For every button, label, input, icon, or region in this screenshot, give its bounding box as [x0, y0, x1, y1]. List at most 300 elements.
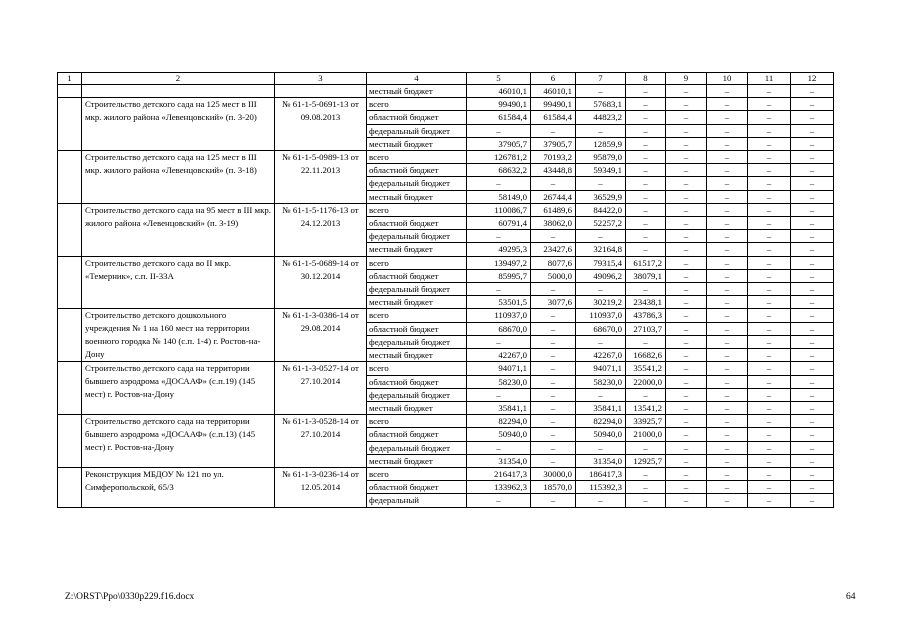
value-cell: 126781,2 — [467, 151, 531, 164]
footer-page-number: 64 — [846, 592, 856, 602]
column-number-cell: 1 — [58, 73, 82, 85]
value-cell: – — [666, 481, 707, 494]
value-cell: 70193,2 — [531, 151, 576, 164]
value-cell: – — [707, 322, 748, 335]
value-cell: 5000,0 — [531, 269, 576, 282]
value-cell: – — [531, 415, 576, 428]
table-row — [58, 85, 834, 98]
value-cell: 186417,3 — [576, 468, 626, 481]
value-cell: – — [707, 402, 748, 415]
value-cell: – — [626, 85, 666, 98]
value-cell: 52257,2 — [576, 217, 626, 230]
value-cell: 30219,2 — [576, 296, 626, 309]
value-cell: – — [707, 388, 748, 401]
value-cell: – — [666, 362, 707, 375]
budget-type-cell: всего — [367, 151, 467, 164]
value-cell: 94071,1 — [467, 362, 531, 375]
column-number-cell: 4 — [367, 73, 467, 85]
value-cell: 115392,3 — [576, 481, 626, 494]
value-cell: 61584,4 — [531, 111, 576, 124]
value-cell: – — [748, 230, 791, 243]
value-cell: 38079,1 — [626, 269, 666, 282]
value-cell: – — [748, 190, 791, 203]
row-index-cell — [58, 309, 82, 362]
value-cell: 94071,1 — [576, 362, 626, 375]
value-cell: – — [791, 256, 834, 269]
budget-type-cell: местный бюджет — [367, 137, 467, 150]
value-cell: – — [531, 441, 576, 454]
value-cell: – — [626, 203, 666, 216]
value-cell: – — [707, 124, 748, 137]
value-cell: – — [666, 441, 707, 454]
value-cell: – — [707, 375, 748, 388]
value-cell: – — [791, 85, 834, 98]
footer-file-path: Z:\ORST\Ppo\0330p229.f16.docx — [65, 592, 195, 602]
value-cell: 30000,0 — [531, 468, 576, 481]
value-cell: – — [791, 388, 834, 401]
value-cell: – — [531, 494, 576, 507]
value-cell: – — [531, 428, 576, 441]
value-cell: – — [748, 177, 791, 190]
project-name-cell: Строительство детского сада на 125 мест в III мкр. жилого района «Левенцовский» (п. 3-18) — [82, 151, 275, 204]
value-cell: – — [791, 137, 834, 150]
value-cell: – — [707, 309, 748, 322]
value-cell: – — [666, 217, 707, 230]
value-cell: – — [748, 402, 791, 415]
value-cell: – — [791, 111, 834, 124]
value-cell: 82294,0 — [467, 415, 531, 428]
budget-type-cell: всего — [367, 309, 467, 322]
value-cell: – — [791, 349, 834, 362]
value-cell: – — [707, 243, 748, 256]
budget-table — [57, 72, 834, 508]
table-row — [58, 468, 834, 481]
value-cell: – — [748, 309, 791, 322]
row-index-cell — [58, 415, 82, 468]
value-cell: – — [531, 283, 576, 296]
value-cell: – — [707, 428, 748, 441]
value-cell: – — [791, 309, 834, 322]
value-cell: – — [791, 428, 834, 441]
value-cell: – — [666, 98, 707, 111]
value-cell: – — [626, 124, 666, 137]
project-name-cell: Строительство детского сада на 95 мест в III мкр. жилого района «Левенцовский» (п. 3-19) — [82, 203, 275, 256]
document-number-cell: № 61-1-3-0528-14 от 27.10.2014 — [275, 415, 367, 468]
value-cell: 22000,0 — [626, 375, 666, 388]
value-cell: – — [626, 111, 666, 124]
value-cell: – — [791, 230, 834, 243]
value-cell: 95879,0 — [576, 151, 626, 164]
value-cell: – — [666, 428, 707, 441]
value-cell: – — [707, 177, 748, 190]
project-name-cell: Строительство детского сада на 125 мест в III мкр. жилого района «Левенцовский» (п. 3-20) — [82, 98, 275, 151]
value-cell: 8077,6 — [531, 256, 576, 269]
column-number-cell: 6 — [531, 73, 576, 85]
value-cell: 58230,0 — [467, 375, 531, 388]
column-number-cell: 9 — [666, 73, 707, 85]
value-cell: – — [748, 137, 791, 150]
value-cell: – — [707, 217, 748, 230]
value-cell: 82294,0 — [576, 415, 626, 428]
value-cell: – — [748, 362, 791, 375]
value-cell: 110937,0 — [467, 309, 531, 322]
value-cell: – — [791, 322, 834, 335]
value-cell: – — [626, 243, 666, 256]
table-row — [58, 309, 834, 322]
value-cell: 13541,2 — [626, 402, 666, 415]
value-cell: 35841,1 — [467, 402, 531, 415]
value-cell: – — [791, 441, 834, 454]
value-cell: – — [748, 217, 791, 230]
value-cell: – — [666, 375, 707, 388]
budget-type-cell: федеральный бюджет — [367, 230, 467, 243]
value-cell: – — [576, 85, 626, 98]
value-cell: – — [748, 111, 791, 124]
value-cell: – — [707, 296, 748, 309]
value-cell: – — [791, 203, 834, 216]
value-cell: – — [707, 256, 748, 269]
value-cell: – — [626, 468, 666, 481]
value-cell: 99490,1 — [531, 98, 576, 111]
column-number-cell: 8 — [626, 73, 666, 85]
value-cell: – — [707, 137, 748, 150]
value-cell: 79315,4 — [576, 256, 626, 269]
value-cell: – — [531, 454, 576, 467]
value-cell: – — [707, 441, 748, 454]
row-index-cell — [58, 256, 82, 309]
value-cell: – — [791, 98, 834, 111]
budget-type-cell: местный бюджет — [367, 85, 467, 98]
value-cell: 133962,3 — [467, 481, 531, 494]
value-cell: – — [791, 415, 834, 428]
document-number-cell: № 61-1-3-0386-14 от 29.08.2014 — [275, 309, 367, 362]
value-cell: – — [626, 335, 666, 348]
value-cell: 46010,1 — [467, 85, 531, 98]
value-cell: – — [707, 481, 748, 494]
empty-cell — [82, 85, 275, 98]
value-cell: – — [707, 190, 748, 203]
empty-cell — [275, 85, 367, 98]
value-cell: – — [626, 230, 666, 243]
value-cell: 35541,2 — [626, 362, 666, 375]
document-number-cell: № 61-1-5-0691-13 от 09.08.2013 — [275, 98, 367, 151]
project-name-cell: Строительство детского сада во II мкр. «Темерник», с.п. II-33А — [82, 256, 275, 309]
table-body — [58, 73, 834, 508]
budget-type-cell: федеральный бюджет — [367, 335, 467, 348]
column-number-cell: 7 — [576, 73, 626, 85]
document-number-cell: № 61-1-3-0236-14 от 12.05.2014 — [275, 468, 367, 508]
budget-type-cell: областной бюджет — [367, 428, 467, 441]
document-number-cell: № 61-1-5-1176-13 от 24.12.2013 — [275, 203, 367, 256]
value-cell: – — [467, 335, 531, 348]
value-cell: – — [467, 124, 531, 137]
value-cell: – — [748, 203, 791, 216]
value-cell: – — [467, 283, 531, 296]
value-cell: – — [531, 124, 576, 137]
value-cell: – — [626, 177, 666, 190]
value-cell: – — [626, 388, 666, 401]
value-cell: – — [666, 230, 707, 243]
project-name-cell: Строительство детского дошкольного учреждения № 1 на 160 мест на территории военного городка № 140 (с.п. 1-4) г. Ростов-на-Дону — [82, 309, 275, 362]
empty-cell — [58, 85, 82, 98]
row-index-cell — [58, 362, 82, 415]
budget-type-cell: всего — [367, 203, 467, 216]
value-cell: – — [666, 85, 707, 98]
value-cell: – — [626, 164, 666, 177]
budget-type-cell: федеральный бюджет — [367, 283, 467, 296]
value-cell: 43448,8 — [531, 164, 576, 177]
budget-type-cell: всего — [367, 362, 467, 375]
value-cell: – — [748, 256, 791, 269]
value-cell: 59349,1 — [576, 164, 626, 177]
value-cell: 31354,0 — [467, 454, 531, 467]
value-cell: – — [791, 217, 834, 230]
value-cell: – — [791, 151, 834, 164]
value-cell: – — [626, 481, 666, 494]
value-cell: – — [576, 441, 626, 454]
value-cell: – — [748, 349, 791, 362]
value-cell: – — [467, 441, 531, 454]
value-cell: 23438,1 — [626, 296, 666, 309]
value-cell: 43786,3 — [626, 309, 666, 322]
value-cell: – — [748, 375, 791, 388]
budget-type-cell: местный бюджет — [367, 454, 467, 467]
value-cell: – — [531, 375, 576, 388]
value-cell: 36529,9 — [576, 190, 626, 203]
budget-type-cell: федеральный — [367, 494, 467, 507]
value-cell: – — [748, 454, 791, 467]
value-cell: – — [531, 388, 576, 401]
budget-type-cell: всего — [367, 256, 467, 269]
value-cell: 50940,0 — [467, 428, 531, 441]
budget-type-cell: областной бюджет — [367, 481, 467, 494]
value-cell: – — [791, 362, 834, 375]
value-cell: 33925,7 — [626, 415, 666, 428]
document-number-cell: № 61-1-5-0989-13 от 22.11.2013 — [275, 151, 367, 204]
value-cell: 61584,4 — [467, 111, 531, 124]
value-cell: 21000,0 — [626, 428, 666, 441]
value-cell: – — [666, 335, 707, 348]
value-cell: – — [707, 494, 748, 507]
value-cell: – — [791, 190, 834, 203]
value-cell: – — [707, 454, 748, 467]
value-cell: – — [626, 494, 666, 507]
value-cell: – — [707, 203, 748, 216]
value-cell: – — [666, 111, 707, 124]
value-cell: 84422,0 — [576, 203, 626, 216]
budget-type-cell: федеральный бюджет — [367, 388, 467, 401]
table-row — [58, 256, 834, 269]
value-cell: 68670,0 — [467, 322, 531, 335]
value-cell: – — [666, 243, 707, 256]
value-cell: – — [666, 164, 707, 177]
value-cell: – — [576, 230, 626, 243]
value-cell: 68632,2 — [467, 164, 531, 177]
value-cell: 42267,0 — [467, 349, 531, 362]
value-cell: – — [666, 283, 707, 296]
value-cell: 139497,2 — [467, 256, 531, 269]
budget-type-cell: местный бюджет — [367, 402, 467, 415]
row-index-cell — [58, 203, 82, 256]
value-cell: 85995,7 — [467, 269, 531, 282]
value-cell: 216417,3 — [467, 468, 531, 481]
document-number-cell: № 61-1-5-0689-14 от 30.12.2014 — [275, 256, 367, 309]
value-cell: – — [666, 151, 707, 164]
value-cell: 99490,1 — [467, 98, 531, 111]
value-cell: 23427,6 — [531, 243, 576, 256]
value-cell: – — [748, 322, 791, 335]
value-cell: – — [791, 375, 834, 388]
value-cell: – — [707, 98, 748, 111]
value-cell: 38062,0 — [531, 217, 576, 230]
value-cell: – — [666, 269, 707, 282]
value-cell: – — [626, 151, 666, 164]
budget-type-cell: федеральный бюджет — [367, 177, 467, 190]
value-cell: 26744,4 — [531, 190, 576, 203]
value-cell: – — [748, 283, 791, 296]
value-cell: – — [707, 230, 748, 243]
value-cell: – — [467, 388, 531, 401]
value-cell: – — [531, 362, 576, 375]
value-cell: – — [748, 494, 791, 507]
project-name-cell: Строительство детского сада на территории бывшего аэродрома «ДОСААФ» (с.п.19) (145 мест) г. Ростов-на-Дону — [82, 362, 275, 415]
value-cell: – — [666, 388, 707, 401]
budget-type-cell: областной бюджет — [367, 164, 467, 177]
value-cell: 58149,0 — [467, 190, 531, 203]
value-cell: 3077,6 — [531, 296, 576, 309]
value-cell: – — [707, 269, 748, 282]
document-number-cell: № 61-1-3-0527-14 от 27.10.2014 — [275, 362, 367, 415]
value-cell: – — [666, 256, 707, 269]
budget-type-cell: областной бюджет — [367, 322, 467, 335]
value-cell: 37905,7 — [467, 137, 531, 150]
budget-type-cell: областной бюджет — [367, 111, 467, 124]
value-cell: – — [666, 190, 707, 203]
value-cell: – — [748, 269, 791, 282]
value-cell: – — [626, 283, 666, 296]
value-cell: – — [791, 402, 834, 415]
table-row — [58, 362, 834, 375]
value-cell: – — [666, 322, 707, 335]
column-number-row — [58, 73, 834, 85]
value-cell: – — [626, 441, 666, 454]
budget-type-cell: областной бюджет — [367, 375, 467, 388]
value-cell: – — [666, 177, 707, 190]
value-cell: 42267,0 — [576, 349, 626, 362]
value-cell: – — [791, 335, 834, 348]
row-index-cell — [58, 98, 82, 151]
value-cell: – — [707, 111, 748, 124]
column-number-cell: 10 — [707, 73, 748, 85]
row-index-cell — [58, 468, 82, 508]
table-row — [58, 203, 834, 216]
value-cell: – — [576, 283, 626, 296]
value-cell: – — [531, 309, 576, 322]
value-cell: – — [531, 230, 576, 243]
value-cell: – — [791, 283, 834, 296]
value-cell: – — [748, 85, 791, 98]
value-cell: – — [791, 177, 834, 190]
value-cell: – — [576, 388, 626, 401]
value-cell: – — [576, 177, 626, 190]
value-cell: 16682,6 — [626, 349, 666, 362]
value-cell: 57683,1 — [576, 98, 626, 111]
value-cell: – — [576, 494, 626, 507]
value-cell: 53501,5 — [467, 296, 531, 309]
value-cell: – — [666, 296, 707, 309]
value-cell: – — [666, 203, 707, 216]
table-row — [58, 98, 834, 111]
value-cell: – — [576, 335, 626, 348]
value-cell: – — [531, 335, 576, 348]
value-cell: – — [748, 335, 791, 348]
value-cell: – — [748, 388, 791, 401]
value-cell: 12925,7 — [626, 454, 666, 467]
budget-type-cell: всего — [367, 468, 467, 481]
value-cell: – — [748, 468, 791, 481]
value-cell: – — [707, 164, 748, 177]
value-cell: 44823,2 — [576, 111, 626, 124]
value-cell: – — [748, 164, 791, 177]
value-cell: – — [748, 124, 791, 137]
value-cell: – — [666, 402, 707, 415]
value-cell: 35841,1 — [576, 402, 626, 415]
value-cell: 18570,0 — [531, 481, 576, 494]
project-name-cell: Реконструкция МБДОУ № 121 по ул. Симферопольской, 65/3 — [82, 468, 275, 508]
value-cell: – — [467, 177, 531, 190]
budget-type-cell: федеральный бюджет — [367, 124, 467, 137]
budget-type-cell: всего — [367, 98, 467, 111]
budget-type-cell: областной бюджет — [367, 217, 467, 230]
value-cell: – — [666, 468, 707, 481]
value-cell: 61517,2 — [626, 256, 666, 269]
value-cell: – — [626, 190, 666, 203]
value-cell: – — [748, 415, 791, 428]
value-cell: – — [531, 177, 576, 190]
value-cell: – — [748, 151, 791, 164]
value-cell: – — [791, 454, 834, 467]
value-cell: – — [666, 454, 707, 467]
value-cell: – — [467, 494, 531, 507]
value-cell: – — [791, 468, 834, 481]
value-cell: 49096,2 — [576, 269, 626, 282]
value-cell: – — [748, 428, 791, 441]
table-row — [58, 415, 834, 428]
budget-type-cell: местный бюджет — [367, 190, 467, 203]
value-cell: 32164,8 — [576, 243, 626, 256]
value-cell: – — [666, 124, 707, 137]
value-cell: – — [791, 296, 834, 309]
budget-type-cell: местный бюджет — [367, 296, 467, 309]
value-cell: – — [626, 98, 666, 111]
value-cell: 37905,7 — [531, 137, 576, 150]
column-number-cell: 3 — [275, 73, 367, 85]
value-cell: 49295,3 — [467, 243, 531, 256]
value-cell: – — [666, 349, 707, 362]
value-cell: – — [791, 124, 834, 137]
value-cell: 31354,0 — [576, 454, 626, 467]
value-cell: – — [626, 137, 666, 150]
value-cell: – — [791, 481, 834, 494]
table-row — [58, 151, 834, 164]
value-cell: – — [666, 137, 707, 150]
column-number-cell: 11 — [748, 73, 791, 85]
value-cell: 58230,0 — [576, 375, 626, 388]
value-cell: – — [531, 349, 576, 362]
column-number-cell: 5 — [467, 73, 531, 85]
budget-type-cell: федеральный бюджет — [367, 441, 467, 454]
value-cell: – — [791, 164, 834, 177]
